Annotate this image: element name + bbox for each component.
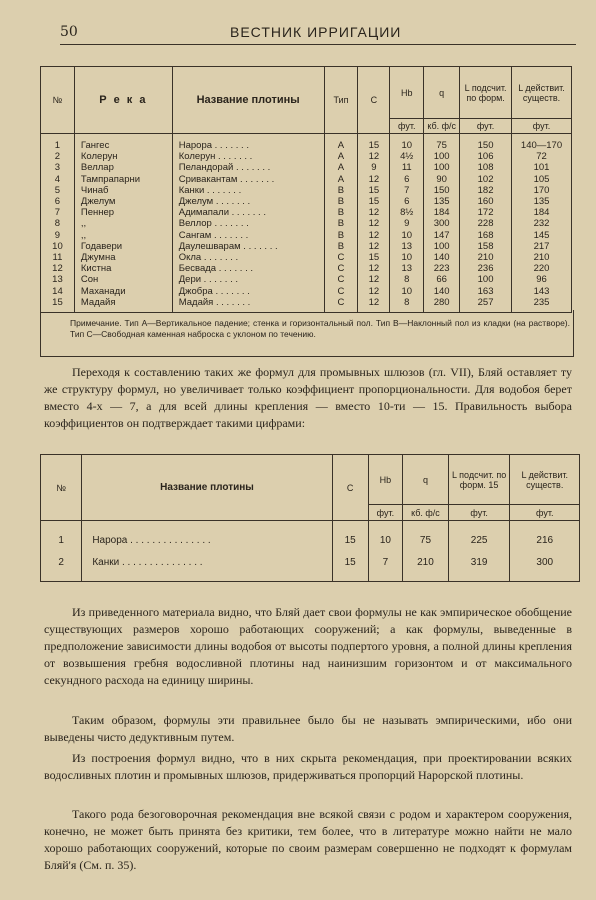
head-hb: 7 [368,551,403,582]
coef-c: 12 [358,263,390,274]
journal-title: ВЕСТНИК ИРРИГАЦИИ [230,24,402,40]
river-name: Сон [74,274,172,285]
dam-type: A [324,151,358,162]
length-actual: 101 [512,162,572,173]
head-hb: 10 [390,230,424,241]
table-row [41,241,572,252]
coef-c: 12 [358,230,390,241]
length-calc: 236 [460,263,512,274]
length-calc: 102 [460,174,512,185]
table-row [41,151,572,162]
discharge-q: 75 [424,134,460,152]
dam-name: Сривакантам . . . . . . . [172,174,324,185]
discharge-q: 140 [424,252,460,263]
discharge-q: 90 [424,174,460,185]
length-calc: 158 [460,241,512,252]
length-calc: 228 [460,218,512,229]
dam-type: A [324,174,358,185]
length-calc: 182 [460,185,512,196]
dam-type: C [324,263,358,274]
dam-type: B [324,241,358,252]
discharge-q: 100 [424,151,460,162]
unit-hb: фут. [390,119,424,134]
discharge-q: 140 [424,286,460,297]
unit-l-actual: фут. [512,119,572,134]
col-type: Тип [324,67,358,134]
col-num: № [41,67,75,134]
length-actual: 216 [510,521,580,552]
col-q: q [424,67,460,119]
head-hb: 13 [390,241,424,252]
dam-type: A [324,162,358,173]
head-hb: 11 [390,162,424,173]
head-hb: 10 [368,521,403,552]
length-calc: 100 [460,274,512,285]
dam-type: C [324,274,358,285]
length-actual: 140—170 [512,134,572,152]
dam-type: C [324,252,358,263]
paragraph-4: Из построения формул видно, что в них скрыта рекомендация, при проектировании всяких водосливных плотин и промывных шлюзов, придерживаться пропорций Нарорской плотины. [44,751,572,782]
dam-name: Веллор . . . . . . . [172,218,324,229]
length-actual: 105 [512,174,572,185]
dam-name: Даулешварам . . . . . . . [172,241,324,252]
length-actual: 143 [512,286,572,297]
length-calc: 172 [460,207,512,218]
dam-type: B [324,230,358,241]
row-number: 7 [41,207,75,218]
river-name: Пеннер [74,207,172,218]
coef-c: 15 [332,521,368,552]
length-calc: 168 [460,230,512,241]
row-number: 2 [41,151,75,162]
col-river: Р е к а [74,67,172,134]
row-number: 1 [41,521,82,552]
table-row [41,174,572,185]
dam-type: B [324,218,358,229]
coef-c: 12 [358,241,390,252]
coef-c: 12 [358,286,390,297]
head-hb: 8½ [390,207,424,218]
row-number: 3 [41,162,75,173]
narora-kanki-table [40,454,580,582]
t2-col-q: q [403,455,449,505]
table-row [41,551,580,582]
dam-type: C [324,286,358,297]
coef-c: 12 [358,174,390,185]
length-actual: 300 [510,551,580,582]
row-number: 5 [41,185,75,196]
page-number: 50 [60,24,78,40]
dam-name: Канки . . . . . . . [172,185,324,196]
length-actual: 184 [512,207,572,218]
table-row [41,263,572,274]
dam-name: Джелум . . . . . . . [172,196,324,207]
discharge-q: 184 [424,207,460,218]
coef-c: 15 [358,185,390,196]
row-number: 4 [41,174,75,185]
dam-type: B [324,196,358,207]
row-number: 14 [41,286,75,297]
row-number: 1 [41,134,75,152]
row-number: 11 [41,252,75,263]
row-number: 2 [41,551,82,582]
river-name: Тампрапарни [74,174,172,185]
head-hb: 6 [390,196,424,207]
coef-c: 15 [358,196,390,207]
paragraph-3: Таким образом, формулы эти правильнее было бы не называть эмпирическими, ибо они выведены чисто дедуктивным путем. [44,713,572,744]
table-row [41,207,572,218]
length-calc: 150 [460,134,512,152]
unit-q: кб. ф/с [424,119,460,134]
row-number: 13 [41,274,75,285]
table-row [41,252,572,263]
t2-col-c: C [332,455,368,521]
length-calc: 106 [460,151,512,162]
river-name: ,, [74,230,172,241]
dam-type: B [324,207,358,218]
dam-name: Дери . . . . . . . [172,274,324,285]
table-row [41,185,572,196]
length-actual: 232 [512,218,572,229]
head-hb: 7 [390,185,424,196]
table-row [41,521,580,552]
t2-col-dam: Название плотины [82,455,332,521]
table-row [41,274,572,285]
head-hb: 9 [390,218,424,229]
col-hb: Hb [390,67,424,119]
length-actual: 72 [512,151,572,162]
t2-unit-l-actual: фут. [510,505,580,521]
t2-unit-l-calc: фут. [448,505,510,521]
row-number: 12 [41,263,75,274]
dam-name: Колерун . . . . . . . [172,151,324,162]
dam-name: Нарора . . . . . . . [172,134,324,152]
dam-type: C [324,297,358,313]
table-row [41,196,572,207]
t2-unit-q: кб. ф/с [403,505,449,521]
length-actual: 145 [512,230,572,241]
length-actual: 210 [512,252,572,263]
col-l-calc: L подсчит. по форм. [460,67,512,119]
river-name: Веллар [74,162,172,173]
river-name: Джумна [74,252,172,263]
length-calc: 210 [460,252,512,263]
head-hb: 10 [390,286,424,297]
dam-name: Мадайя . . . . . . . [172,297,324,313]
table-row [41,134,572,152]
col-l-actual: L действит. существ. [512,67,572,119]
paragraph-5: Такого рода безоговорочная рекомендация вне всякой связи с родом и характером сооружения, конечно, не может быть принята без критики, тем более, что в литературе можно найти не мало хорошо работающих сооружений, которые по своим размерам совершенно не подходят к формулам Бляй'я (См. п. 35). [44,807,572,872]
row-number: 9 [41,230,75,241]
river-name: ,, [74,218,172,229]
coef-c: 9 [358,162,390,173]
dam-name: Бесвада . . . . . . . [172,263,324,274]
table-row [41,218,572,229]
length-calc: 319 [448,551,510,582]
paragraph-2: Из приведенного материала видно, что Бляй дает свои формулы не как эмпирическое обобщение существующих размеров хорошо работающих сооружений; а как формулы, выведенные в предположение зависимости длины водобоя от высоты подпертого уровня, а полной длины крепления от возвышения гребня водосливной плотины над наинизшим горизонтом и от максимального секундного расхода на единицу ширины. [44,605,572,687]
discharge-q: 147 [424,230,460,241]
head-hb: 8 [390,274,424,285]
length-actual: 170 [512,185,572,196]
discharge-q: 280 [424,297,460,313]
head-hb: 4½ [390,151,424,162]
coef-c: 12 [358,274,390,285]
length-actual: 135 [512,196,572,207]
dams-table [40,66,572,313]
discharge-q: 100 [424,162,460,173]
length-calc: 257 [460,297,512,313]
table-row [41,230,572,241]
t2-col-l-actual: L действит. существ. [510,455,580,505]
coef-c: 12 [358,151,390,162]
table-note: Примечание. Тип А—Вертикальное падение; стенка и горизонтальный пол. Тип В—Наклонный пол из кладки (на растворе). Тип С—Свободная каменная наброска с уклоном по течению. [70,318,570,339]
river-name: Кистна [74,263,172,274]
paragraph-1: Переходя к составлению таких же формул для промывных шлюзов (гл. VII), Бляй оставляет ту же структуру формул, но увеличивает только коэффициент пропорциональности. Для водобоя берет вместо 4-х — 7, а для всей длины крепления — вместо 10-ти — 15. Правильность выбора коэффициентов он подтверждает такими цифрами: [44,365,572,430]
discharge-q: 100 [424,241,460,252]
t2-col-num: № [41,455,82,521]
col-c: C [358,67,390,134]
unit-l-calc: фут. [460,119,512,134]
page-header [60,22,576,45]
dam-name: Джобра . . . . . . . [172,286,324,297]
length-calc: 225 [448,521,510,552]
row-number: 8 [41,218,75,229]
head-hb: 6 [390,174,424,185]
row-number: 6 [41,196,75,207]
col-dam: Название плотины [172,67,324,134]
dam-name: Пеландорай . . . . . . . [172,162,324,173]
length-actual: 96 [512,274,572,285]
dam-name: Нарора . . . . . . . . . . . . . . . [82,521,332,552]
discharge-q: 150 [424,185,460,196]
river-name: Мадайя [74,297,172,313]
discharge-q: 135 [424,196,460,207]
length-calc: 108 [460,162,512,173]
river-name: Гангес [74,134,172,152]
head-hb: 10 [390,252,424,263]
head-hb: 8 [390,297,424,313]
length-calc: 163 [460,286,512,297]
discharge-q: 210 [403,551,449,582]
length-actual: 220 [512,263,572,274]
dam-name: Канки . . . . . . . . . . . . . . . [82,551,332,582]
row-number: 15 [41,297,75,313]
dam-name: Окла . . . . . . . [172,252,324,263]
river-name: Годавери [74,241,172,252]
dam-name: Адимапали . . . . . . . [172,207,324,218]
river-name: Чинаб [74,185,172,196]
row-number: 10 [41,241,75,252]
river-name: Маханади [74,286,172,297]
coef-c: 15 [358,252,390,263]
river-name: Джелум [74,196,172,207]
coef-c: 12 [358,297,390,313]
coef-c: 12 [358,218,390,229]
t2-unit-hb: фут. [368,505,403,521]
discharge-q: 66 [424,274,460,285]
head-hb: 10 [390,134,424,152]
discharge-q: 75 [403,521,449,552]
head-hb: 13 [390,263,424,274]
coef-c: 15 [332,551,368,582]
coef-c: 12 [358,207,390,218]
river-name: Колерун [74,151,172,162]
t2-col-hb: Hb [368,455,403,505]
table-row [41,162,572,173]
length-calc: 160 [460,196,512,207]
length-actual: 235 [512,297,572,313]
discharge-q: 223 [424,263,460,274]
t2-col-l-calc: L подсчит. по форм. 15 [448,455,510,505]
dam-type: A [324,134,358,152]
length-actual: 217 [512,241,572,252]
coef-c: 15 [358,134,390,152]
table-row [41,286,572,297]
dam-type: B [324,185,358,196]
dam-name: Сангам . . . . . . . [172,230,324,241]
discharge-q: 300 [424,218,460,229]
